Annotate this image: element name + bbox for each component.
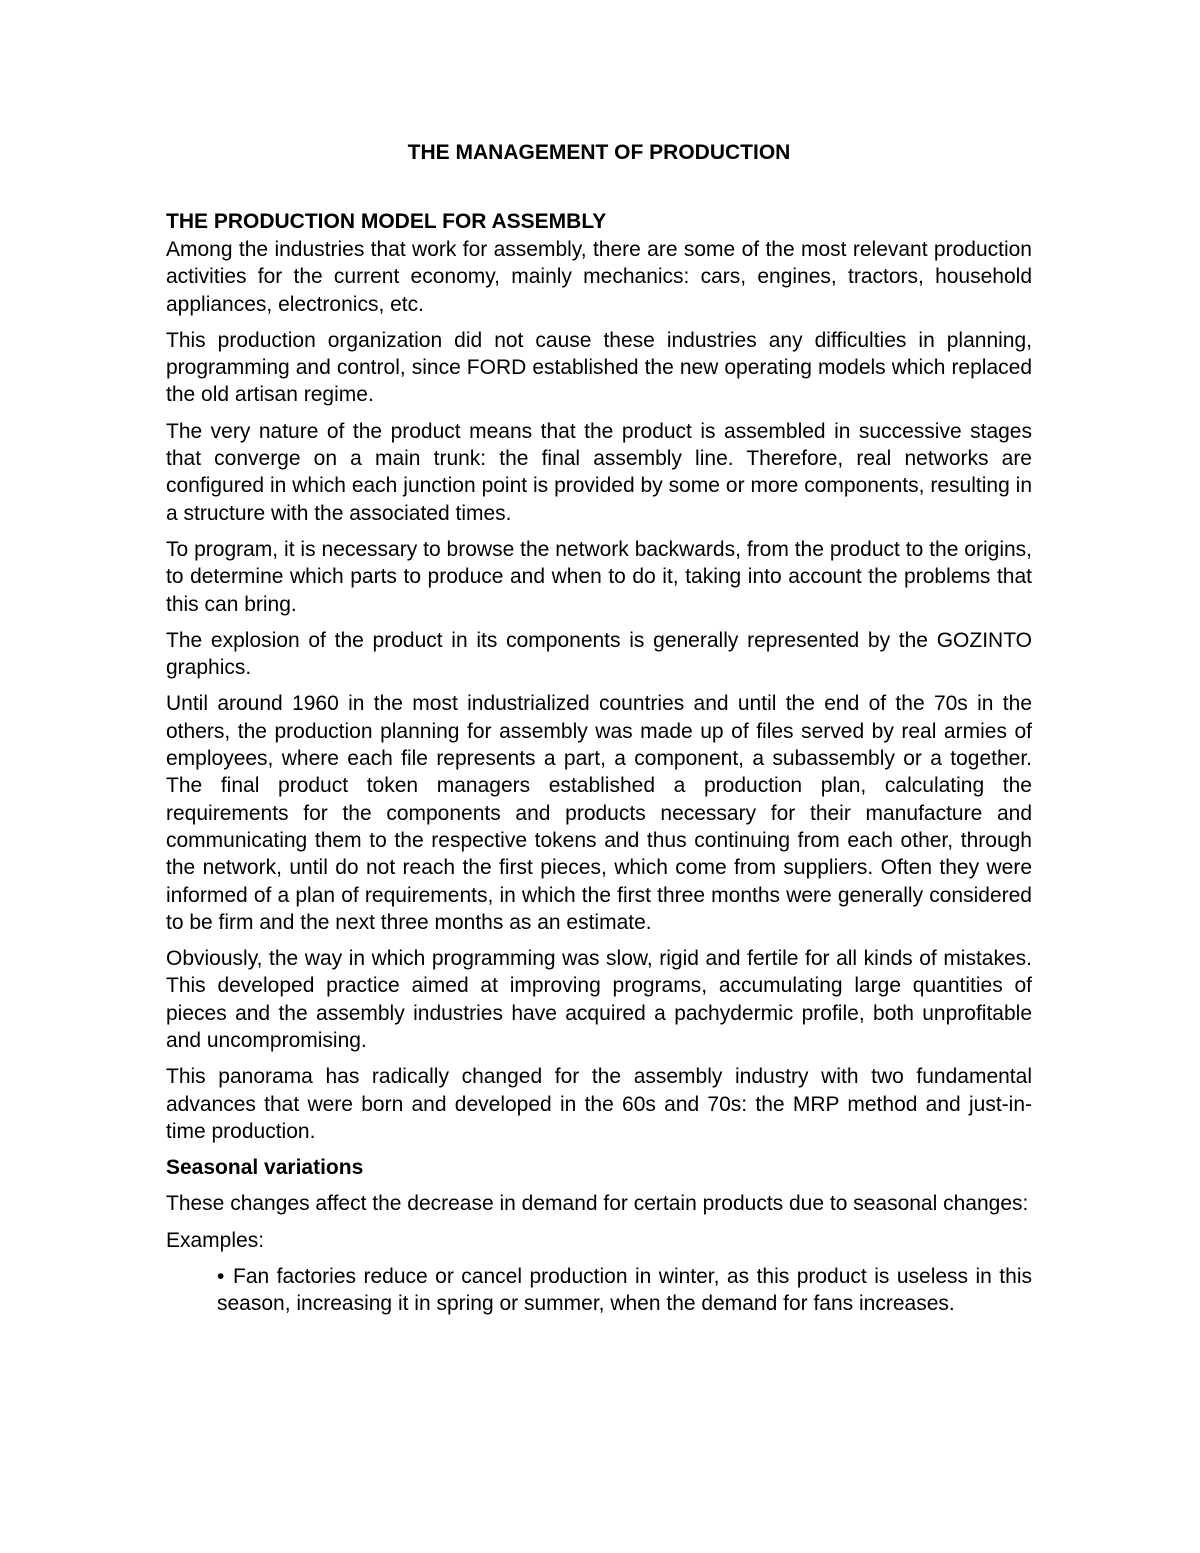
paragraph-mrp-jit: This panorama has radically changed for the assembly industry with two fundamental advances that were born and developed in the 60s and 70s: the MRP method and just-in-time production. bbox=[166, 1065, 1032, 1143]
list-item-text: Fan factories reduce or cancel production in winter, as this product is useless in this season, increasing it in spring or summer, when the demand for fans increases. bbox=[217, 1264, 1032, 1315]
bullet-icon: • bbox=[217, 1264, 225, 1288]
subheading-seasonal-variations: Seasonal variations bbox=[166, 1156, 364, 1180]
paragraph-product-nature: The very nature of the product means that the product is assembled in successive stages that converge on a main trunk: the final assembly line. Therefore, real networks are configured in which each junction point is provided by some or more components, resulting in a structure with the associated times. bbox=[166, 419, 1032, 525]
paragraph-slow-programming: Obviously, the way in which programming was slow, rigid and fertile for all kinds of mistakes. This developed practice aimed at improving programs, accumulating large quantities of pieces and the assembly industries have acquired a pachydermic profile, both unprofitable and uncompromising. bbox=[166, 947, 1032, 1053]
paragraph-program-network: To program, it is necessary to browse the network backwards, from the product to the origins, to determine which parts to produce and when to do it, taking into account the problems that this can bring. bbox=[166, 537, 1032, 616]
paragraph-history-1960: Until around 1960 in the most industrialized countries and until the end of the 70s in the others, the production planning for assembly was made up of files served by real armies of employees, where each file represents a part, a component, a subassembly or a together. The final product token managers established a production plan, calculating the requirements for the components and products necessary for their manufacture and communicating them to the respective tokens and thus continuing from each other, through the network, until do not reach the first pieces, which come from suppliers. Often they were informed of a plan of requirements, in which the first three months were generally considered to be firm and the next three months as an estimate. bbox=[166, 692, 1032, 934]
section-heading: THE PRODUCTION MODEL FOR ASSEMBLY bbox=[166, 210, 607, 233]
paragraph-assembly-industries: Among the industries that work for assembly, there are some of the most relevant production activities for the current economy, mainly mechanics: cars, engines, tractors, household appliances, electronics, etc. bbox=[166, 238, 1032, 316]
document-body bbox=[166, 138, 1032, 1317]
list-item bbox=[217, 1263, 1032, 1318]
examples-label: Examples: bbox=[166, 1228, 265, 1252]
paragraph-seasonal-changes: These changes affect the decrease in demand for certain products due to seasonal changes: bbox=[166, 1192, 1029, 1216]
document-title: THE MANAGEMENT OF PRODUCTION bbox=[407, 141, 791, 164]
paragraph-gozinto: The explosion of the product in its components is generally represented by the GOZINTO graphics. bbox=[166, 628, 1032, 680]
examples-list bbox=[166, 1263, 1032, 1318]
paragraph-ford-organization: This production organization did not cause these industries any difficulties in planning, programming and control, since FORD established the new operating models which replaced the old artisan regime. bbox=[166, 328, 1032, 407]
